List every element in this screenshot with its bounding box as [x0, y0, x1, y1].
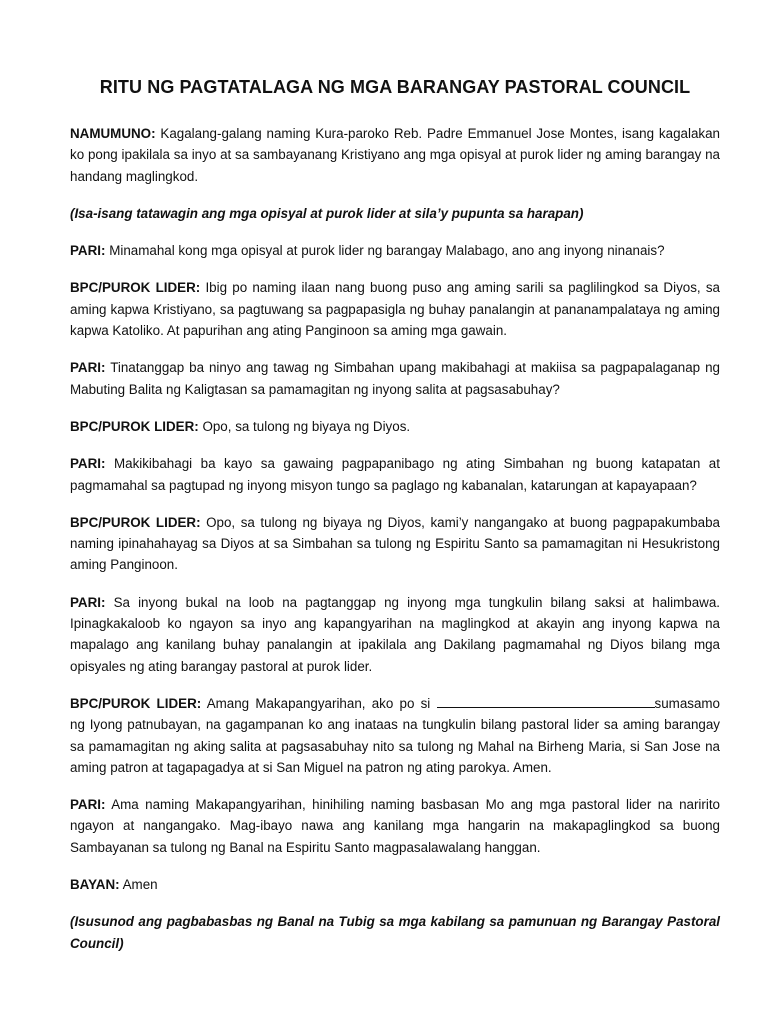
stage-direction [70, 203, 720, 224]
closing-stage-direction [70, 911, 720, 954]
paragraph-text: Opo, sa tulong ng biyaya ng Diyos. [202, 418, 411, 434]
paragraph-text: Makikibahagi ba kayo sa gawaing pagpapanibago ng ating Simbahan ng buong katapatan at pagmamahal sa pagtupad ng inyong misyon tungo sa paglago ng kabanalan, katarungan at kapayapaan? [70, 456, 720, 493]
stage-direction-text: (Isusunod ang pagbabasbas ng Banal na Tubig sa mga kabilang sa pamunuan ng Barangay Pastoral Council) [70, 914, 720, 951]
paragraph-text: Kagalang-galang naming Kura-paroko Reb. Padre Emmanuel Jose Montes, isang kagalakan ko pong ipakilala sa inyo at sa sambayanang Kristiyano ang mga opisyal at purok lider ng aming barangay na handang maglingkod. [70, 126, 720, 184]
speaker-label: PARI: [70, 360, 106, 376]
paragraph-pari-prayer [70, 794, 720, 858]
speaker-label: PARI: [70, 243, 106, 259]
paragraph-text: Amen [122, 877, 158, 893]
speaker-label: BPC/PUROK LIDER: [70, 514, 201, 530]
paragraph-bayan-amen [70, 874, 720, 895]
paragraph-pari-question-1 [70, 240, 720, 261]
speaker-label: BAYAN: [70, 877, 120, 893]
paragraph-bpc-response-1 [70, 277, 720, 341]
speaker-label: PARI: [70, 797, 106, 813]
paragraph-pari-commission [70, 592, 720, 677]
document-page [70, 74, 720, 970]
paragraph-text: Opo, sa tulong ng biyaya ng Diyos, kami’y nangangako at buong pagpapakumbaba naming ipinahahayag sa Diyos at sa Simbahan sa tulong ng Espiritu Santo sa pamamagitan ni Hesukristong aming Panginoon. [70, 514, 720, 573]
document-title: RITU NG PAGTATALAGA NG MGA BARANGAY PASTORAL COUNCIL [99, 77, 691, 97]
paragraph-text: Tinatanggap ba ninyo ang tawag ng Simbahan upang makibahagi at makiisa sa pagpapalaganap ng Mabuting Balita ng Kaligtasan sa pamamagitan ng inyong salita at pagsasabuhay? [70, 360, 720, 397]
speaker-label: PARI: [70, 456, 106, 472]
speaker-label: NAMUMUNO: [70, 126, 156, 141]
speaker-label: BPC/PUROK LIDER: [70, 418, 199, 434]
stage-direction-text: (Isa-isang tatawagin ang mga opisyal at purok lider at sila’y pupunta sa harapan) [70, 205, 584, 221]
paragraph-text: Minamahal kong mga opisyal at purok lider ng barangay Malabago, ano ang inyong ninanais? [109, 243, 665, 259]
paragraph-bpc-response-3 [70, 512, 720, 576]
paragraph-namumuno-intro [70, 123, 720, 187]
paragraph-pari-question-2 [70, 357, 720, 400]
paragraph-bpc-pledge [70, 693, 720, 778]
paragraph-text: Ibig po naming ilaan nang buong puso ang aming sarili sa paglilingkod sa Diyos, sa aming kapwa Kristiyano, sa pagtuwang sa pagpapasigla ng buhay panalangin at pananampalataya ng aming kapwa Katoliko. At papurihan ang ating Panginoon sa aming mga gawain. [70, 280, 720, 339]
paragraph-text: Ama naming Makapangyarihan, hinihiling naming basbasan Mo ang mga pastoral lider na naririto ngayon at nangangako. Mag-ibayo nawa ang kanilang mga hangarin na makapaglingkod sa buong Sambayanan sa tulong ng Banal na Espiritu Santo magpasalawalang hanggan. [70, 797, 721, 855]
pledge-text-after: sumasamo ng Iyong patnubayan, na gagampanan ko ang inataas na tungkulin bilang pastoral lider sa aming barangay sa pamamagitan ng aking salita at pagsasabuhay nito sa tulong ng Mahal na Birheng Maria, si San Jose na aming patron at tagapagadya at si San Miguel na patron ng ating parokya. Amen. [70, 695, 721, 775]
pledge-text-before: Amang Makapangyarihan, ako po si [206, 695, 431, 711]
paragraph-bpc-response-2 [70, 416, 720, 437]
speaker-label: BPC/PUROK LIDER: [70, 280, 201, 296]
paragraph-text: Sa inyong bukal na loob na pagtanggap ng inyong mga tungkulin bilang saksi at halimbawa. Ipinagkakaloob ko ngayon sa inyo ang kapangyarihan na maglingkod at akayin ang inyong kapwa na mapalago ang kanilang buhay panalangin at ipakilala ang Dakilang pagmamahal ng Diyos bilang mga opisyales ng ating barangay pastoral at purok lider. [70, 594, 720, 674]
speaker-label: PARI: [70, 594, 106, 610]
name-blank-line [437, 694, 655, 708]
speaker-label: BPC/PUROK LIDER: [70, 695, 202, 711]
paragraph-pari-question-3 [70, 453, 720, 496]
